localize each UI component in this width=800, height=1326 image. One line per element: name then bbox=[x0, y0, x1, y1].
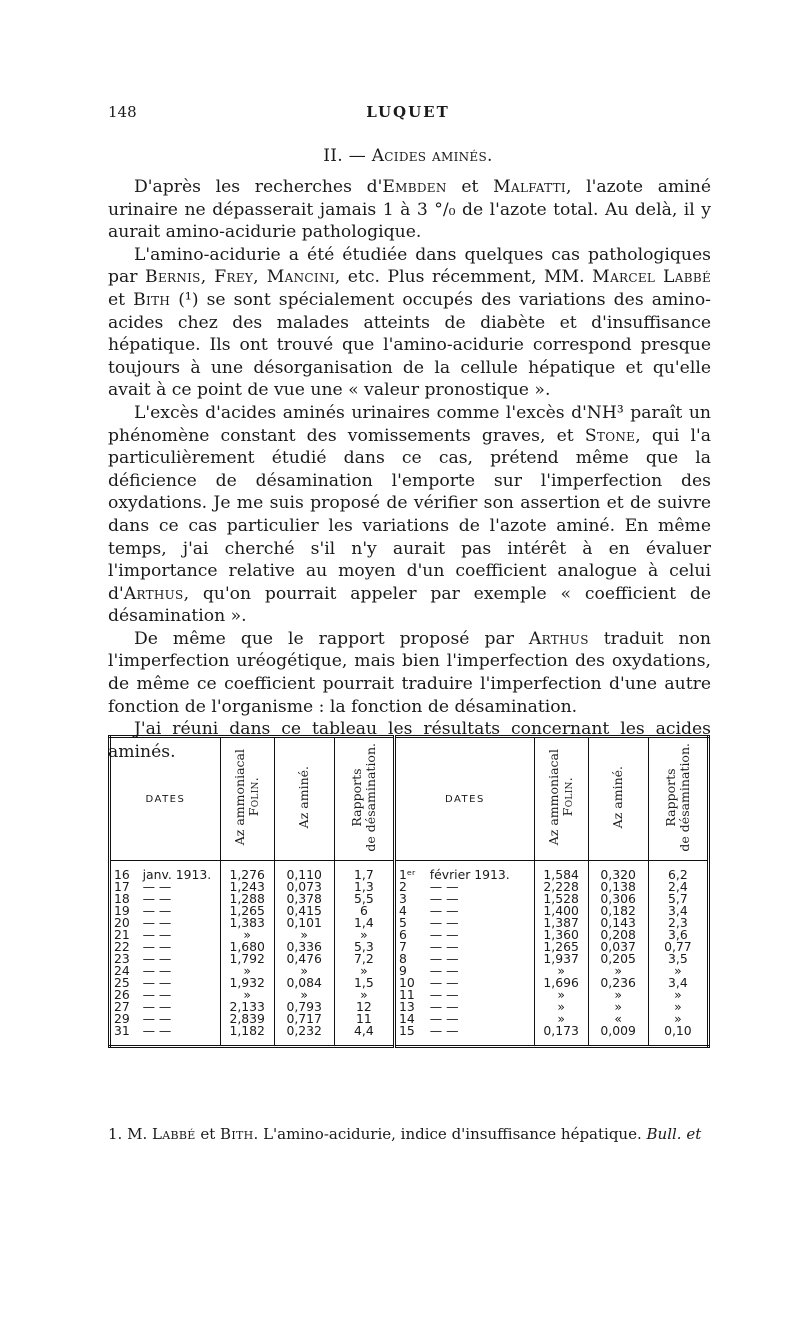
cell-r2: » bbox=[648, 1013, 708, 1025]
cell-a2: 1,400 bbox=[534, 905, 588, 917]
cell-a2: 2,228 bbox=[534, 881, 588, 893]
col-header-amine: Az aminé. bbox=[274, 737, 334, 861]
cell-r1: » bbox=[334, 965, 394, 977]
cell-b2: 0,009 bbox=[588, 1025, 648, 1047]
cell-r1: 12 bbox=[334, 1001, 394, 1013]
cell-d2: 14 bbox=[395, 1013, 427, 1025]
cell-a1: 1,792 bbox=[220, 953, 274, 965]
cell-d1: 21 bbox=[114, 927, 130, 942]
cell-r2: 3,4 bbox=[648, 905, 708, 917]
cell-r2: » bbox=[648, 1001, 708, 1013]
cell-r2: 3,4 bbox=[648, 977, 708, 989]
cell-d1: 23 bbox=[114, 951, 130, 966]
cell-r1: 1,7 bbox=[334, 861, 394, 882]
table-body bbox=[110, 861, 709, 1047]
cell-r1: 7,2 bbox=[334, 953, 394, 965]
col-header-dates-2: DATES bbox=[395, 737, 535, 861]
cell-d2: 4 bbox=[395, 905, 427, 917]
cell-b2: « bbox=[588, 1013, 648, 1025]
paragraph-5: J'ai réuni dans ce tableau les résultats concernant les acides aminés. bbox=[108, 719, 711, 762]
cell-b1: 0,073 bbox=[274, 881, 334, 893]
cell-a1: 1,383 bbox=[220, 917, 274, 929]
cell-b1: 0,793 bbox=[274, 1001, 334, 1013]
cell-b2: » bbox=[588, 1001, 648, 1013]
cell-d2: 5 bbox=[395, 917, 427, 929]
cell-b1: 0,378 bbox=[274, 893, 334, 905]
col-header-amine-2: Az aminé. bbox=[588, 737, 648, 861]
cell-r1: 5,3 bbox=[334, 941, 394, 953]
page-number: 148 bbox=[108, 103, 137, 121]
cell-a2: 1,937 bbox=[534, 953, 588, 965]
col-header-ammoniacal-2: Az ammoniacal Folin. bbox=[534, 737, 588, 861]
cell-r1: 1,3 bbox=[334, 881, 394, 893]
cell-m2: — — bbox=[429, 987, 459, 1002]
cell-m1: — — bbox=[142, 1011, 172, 1026]
cell-r2: 0,77 bbox=[648, 941, 708, 953]
paragraph-4: De même que le rapport proposé par Arthus traduit non l'imperfection uréogétique, mais bien l'imperfection des oxydations, de même ce coefficient pourrait traduire l'imperfection d'une autre fonction de l'organisme : la fonction de désamination. bbox=[108, 628, 712, 717]
cell-b2: » bbox=[588, 965, 648, 977]
footnote: 1. M. Labbé et Bith. L'amino-acidurie, indice d'insuffisance hépatique. Bull. et bbox=[108, 1125, 702, 1143]
cell-r1: 1,5 bbox=[334, 977, 394, 989]
cell-m2: — — bbox=[429, 939, 459, 954]
cell-b1: 0,232 bbox=[274, 1025, 334, 1047]
cell-b1: 0,476 bbox=[274, 953, 334, 965]
cell-d1: 20 bbox=[114, 915, 130, 930]
cell-a2: » bbox=[534, 965, 588, 977]
cell-r2: 2,4 bbox=[648, 881, 708, 893]
cell-m2: — — bbox=[429, 915, 459, 930]
cell-d2: 11 bbox=[395, 989, 427, 1001]
cell-m2: — — bbox=[429, 927, 459, 942]
cell-d2: 13 bbox=[395, 1001, 427, 1013]
cell-a1: 1,243 bbox=[220, 881, 274, 893]
cell-m2: — — bbox=[429, 963, 459, 978]
cell-a2: 1,696 bbox=[534, 977, 588, 989]
cell-m1: — — bbox=[142, 999, 172, 1014]
cell-a1: 1,680 bbox=[220, 941, 274, 953]
cell-m1: janv. 1913. bbox=[142, 867, 212, 882]
table-row bbox=[110, 861, 709, 882]
cell-d2: 15 bbox=[395, 1025, 427, 1047]
cell-d2: 9 bbox=[395, 965, 427, 977]
cell-m2: — — bbox=[429, 1011, 459, 1026]
cell-a1: 1,932 bbox=[220, 977, 274, 989]
cell-d1: 16 bbox=[114, 867, 130, 882]
col-header-rapports: Rapports de désamination. bbox=[334, 737, 394, 861]
cell-b1: » bbox=[274, 929, 334, 941]
data-table bbox=[108, 735, 710, 1048]
cell-b2: 0,205 bbox=[588, 953, 648, 965]
cell-r1: » bbox=[334, 929, 394, 941]
cell-b2: » bbox=[588, 989, 648, 1001]
cell-m1: — — bbox=[142, 1023, 172, 1038]
cell-a2: » bbox=[534, 1013, 588, 1025]
cell-m2: février 1913. bbox=[429, 867, 510, 882]
cell-d1: 18 bbox=[114, 891, 130, 906]
cell-a1: 1,276 bbox=[220, 861, 274, 882]
cell-b1: 0,415 bbox=[274, 905, 334, 917]
cell-d1: 25 bbox=[114, 975, 130, 990]
cell-d2: 10 bbox=[395, 977, 427, 989]
paragraph-3: L'excès d'acides aminés urinaires comme l'excès d'NH³ paraît un phénomène constant des vomissements graves, et Stone, qui l'a particulièrement étudié dans ce cas, prétend même que la déficience de désamination l'emporte sur l'imperfection des oxydations. Je me suis proposé de vérifier son assertion et de suivre dans ce cas particulier les variations de l'azote aminé. En même temps, j'ai cherché s'il n'y aurait pas intérêt à en évaluer l'importance relative au moyen d'un coefficient analogue à celui d'Arthus, qu'on pourrait appeler par exemple « coefficient de désamination ». bbox=[108, 402, 711, 627]
cell-a2: 0,173 bbox=[534, 1025, 588, 1047]
cell-m2: — — bbox=[429, 903, 459, 918]
cell-a1: » bbox=[220, 929, 274, 941]
cell-a1: 2,133 bbox=[220, 1001, 274, 1013]
section-heading: II. — Acides aminés. bbox=[323, 146, 493, 166]
running-head bbox=[108, 103, 708, 125]
cell-a2: 1,387 bbox=[534, 917, 588, 929]
table-header-row bbox=[110, 737, 709, 861]
cell-m2: — — bbox=[429, 999, 459, 1014]
cell-a1: » bbox=[220, 965, 274, 977]
paragraph-2: L'amino-acidurie a été étudiée dans quelques cas pathologiques par Bernis, Frey, Mancini, etc. Plus récemment, MM. Marcel Labbé et Bith (¹) se sont spécialement occupés des variations des amino-acides chez des malades atteints de diabète et d'insuffisance hépatique. Ils ont trouvé que l'amino-acidurie correspond presque toujours à une désorganisation de la cellule hépatique et qu'elle avait à ce point de vue une « valeur pronostique ». bbox=[108, 244, 712, 401]
cell-m1: — — bbox=[142, 927, 172, 942]
cell-r1: » bbox=[334, 989, 394, 1001]
cell-a2: » bbox=[534, 1001, 588, 1013]
cell-m1: — — bbox=[142, 903, 172, 918]
cell-m1: — — bbox=[142, 975, 172, 990]
cell-b1: » bbox=[274, 965, 334, 977]
cell-r2: 3,5 bbox=[648, 953, 708, 965]
cell-b2: 0,306 bbox=[588, 893, 648, 905]
cell-d2: 3 bbox=[395, 893, 427, 905]
cell-r2: 5,7 bbox=[648, 893, 708, 905]
cell-b2: 0,182 bbox=[588, 905, 648, 917]
cell-a2: » bbox=[534, 989, 588, 1001]
cell-a1: 1,288 bbox=[220, 893, 274, 905]
cell-d1: 24 bbox=[114, 963, 130, 978]
cell-b1: 0,110 bbox=[274, 861, 334, 882]
cell-a2: 1,265 bbox=[534, 941, 588, 953]
cell-d2: 7 bbox=[395, 941, 427, 953]
cell-a1: 2,839 bbox=[220, 1013, 274, 1025]
cell-b2: 0,143 bbox=[588, 917, 648, 929]
cell-b2: 0,138 bbox=[588, 881, 648, 893]
running-title: LUQUET bbox=[366, 103, 450, 121]
cell-b1: 0,084 bbox=[274, 977, 334, 989]
cell-r2: 0,10 bbox=[648, 1025, 708, 1047]
cell-m1: — — bbox=[142, 951, 172, 966]
cell-a1: » bbox=[220, 989, 274, 1001]
cell-m2: — — bbox=[429, 1023, 459, 1038]
cell-r1: 5,5 bbox=[334, 893, 394, 905]
cell-b2: 0,208 bbox=[588, 929, 648, 941]
table-row bbox=[110, 1025, 709, 1047]
cell-r1: 1,4 bbox=[334, 917, 394, 929]
col-header-rapports-2: Rapports de désamination. bbox=[648, 737, 708, 861]
cell-d2: 1ᵉʳ bbox=[395, 861, 427, 882]
cell-d1: 19 bbox=[114, 903, 130, 918]
cell-a1: 1,182 bbox=[220, 1025, 274, 1047]
cell-a2: 1,360 bbox=[534, 929, 588, 941]
cell-b2: 0,236 bbox=[588, 977, 648, 989]
cell-m1: — — bbox=[142, 891, 172, 906]
cell-m2: — — bbox=[429, 951, 459, 966]
cell-d2: 8 bbox=[395, 953, 427, 965]
cell-b1: 0,717 bbox=[274, 1013, 334, 1025]
cell-r1: 4,4 bbox=[334, 1025, 394, 1047]
cell-a1: 1,265 bbox=[220, 905, 274, 917]
cell-b1: » bbox=[274, 989, 334, 1001]
cell-r2: 6,2 bbox=[648, 861, 708, 882]
body-text bbox=[108, 176, 711, 763]
cell-d1: 27 bbox=[114, 999, 130, 1014]
cell-m1: — — bbox=[142, 879, 172, 894]
cell-b2: 0,320 bbox=[588, 861, 648, 882]
cell-d2: 2 bbox=[395, 881, 427, 893]
cell-d1: 22 bbox=[114, 939, 130, 954]
cell-r2: » bbox=[648, 965, 708, 977]
cell-b1: 0,101 bbox=[274, 917, 334, 929]
cell-r2: » bbox=[648, 989, 708, 1001]
cell-b2: 0,037 bbox=[588, 941, 648, 953]
col-header-dates: DATES bbox=[110, 737, 221, 861]
cell-m2: — — bbox=[429, 975, 459, 990]
cell-m1: — — bbox=[142, 915, 172, 930]
cell-r2: 2,3 bbox=[648, 917, 708, 929]
cell-m2: — — bbox=[429, 891, 459, 906]
cell-m1: — — bbox=[142, 987, 172, 1002]
cell-d1: 17 bbox=[114, 879, 130, 894]
col-header-ammoniacal: Az ammoniacal Folin. bbox=[220, 737, 274, 861]
cell-m2: — — bbox=[429, 879, 459, 894]
cell-d1: 31 bbox=[114, 1023, 130, 1038]
cell-m1: — — bbox=[142, 963, 172, 978]
cell-r2: 3,6 bbox=[648, 929, 708, 941]
paragraph-1: D'après les recherches d'Embden et Malfatti, l'azote aminé urinaire ne dépasserait jamais 1 à 3 °/₀ de l'azote total. Au delà, il y aurait amino-acidurie pathologique. bbox=[108, 177, 712, 243]
cell-r1: 6 bbox=[334, 905, 394, 917]
cell-a2: 1,528 bbox=[534, 893, 588, 905]
cell-d2: 6 bbox=[395, 929, 427, 941]
cell-m1: — — bbox=[142, 939, 172, 954]
cell-r1: 11 bbox=[334, 1013, 394, 1025]
cell-b1: 0,336 bbox=[274, 941, 334, 953]
cell-d1: 26 bbox=[114, 987, 130, 1002]
cell-a2: 1,584 bbox=[534, 861, 588, 882]
cell-d1: 29 bbox=[114, 1011, 130, 1026]
